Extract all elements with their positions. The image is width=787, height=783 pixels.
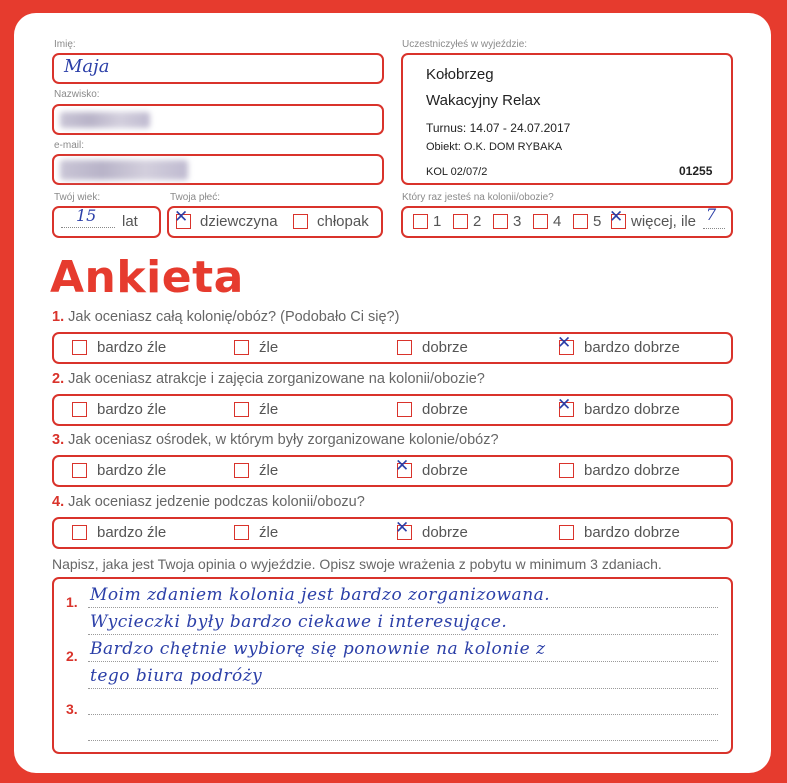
trip-obiekt: Obiekt: O.K. DOM RYBAKA xyxy=(426,141,563,153)
rating-checkbox[interactable] xyxy=(72,525,87,540)
age-dotted-line xyxy=(61,227,115,228)
rating-checkbox[interactable] xyxy=(395,518,412,540)
rating-checkbox[interactable] xyxy=(559,463,574,478)
rating-option-label: bardzo źle xyxy=(97,524,167,541)
email-redaction xyxy=(60,160,188,180)
gender-label: Twoja płeć: xyxy=(170,192,221,203)
question-1: 1. Jak oceniasz całą kolonię/obóz? (Podobało Ci się?) xyxy=(52,309,400,325)
rating-checkbox[interactable] xyxy=(72,402,87,417)
writing-line xyxy=(88,634,718,635)
rating-checkbox[interactable] xyxy=(234,402,249,417)
rating-option-label: bardzo źle xyxy=(97,401,167,418)
times-dotted-line xyxy=(703,228,725,229)
trip-code: KOL 02/07/2 xyxy=(426,166,488,178)
opinion-number-2: 2. xyxy=(66,648,78,664)
check-mark-icon: ✕ xyxy=(557,333,572,353)
opinion-prompt: Napisz, jaka jest Twoja opinia o wyjeździe. Opisz swoje wrażenia z pobytu w minimum 3 zdaniach. xyxy=(52,556,662,572)
rating-checkbox[interactable] xyxy=(557,395,574,417)
rating-checkbox[interactable] xyxy=(234,525,249,540)
age-unit: lat xyxy=(122,213,138,230)
age-value: 15 xyxy=(76,206,97,225)
surname-label: Nazwisko: xyxy=(54,89,100,100)
check-mark-icon: ✕ xyxy=(557,395,572,415)
rating-checkbox[interactable] xyxy=(559,525,574,540)
age-label: Twój wiek: xyxy=(54,192,101,203)
trip-turnus: Turnus: 14.07 - 24.07.2017 xyxy=(426,121,571,135)
writing-line xyxy=(88,607,718,608)
rating-checkbox[interactable] xyxy=(234,463,249,478)
times-option-1: 1 xyxy=(433,213,442,230)
times-checkbox-1[interactable] xyxy=(413,214,428,229)
rating-option-label: dobrze xyxy=(422,524,468,541)
question-2: 2. Jak oceniasz atrakcje i zajęcia zorganizowane na kolonii/obozie? xyxy=(52,371,485,387)
rating-checkbox[interactable] xyxy=(397,402,412,417)
opinion-line-4: tego biura podróży xyxy=(90,666,263,686)
question-3: 3. Jak oceniasz ośrodek, w którym były zorganizowane kolonie/obóz? xyxy=(52,432,499,448)
check-mark-icon: ✕ xyxy=(395,456,410,476)
question-4: 4. Jak oceniasz jedzenie podczas kolonii/obozu? xyxy=(52,494,365,510)
trip-city: Kołobrzeg xyxy=(426,66,494,83)
email-label: e-mail: xyxy=(54,140,85,151)
opinion-line-1: Moim zdaniem kolonia jest bardzo zorganizowana. xyxy=(90,585,551,605)
name-label: Imię: xyxy=(54,39,76,50)
rating-checkbox[interactable] xyxy=(557,333,574,355)
check-mark-icon: ✕ xyxy=(609,207,624,227)
rating-checkbox[interactable] xyxy=(72,463,87,478)
rating-option-label: bardzo dobrze xyxy=(584,401,680,418)
gender-checkbox-boy[interactable] xyxy=(293,214,308,229)
rating-checkbox[interactable] xyxy=(234,340,249,355)
writing-line xyxy=(88,661,718,662)
trip-program: Wakacyjny Relax xyxy=(426,92,541,109)
rating-option-label: bardzo źle xyxy=(97,462,167,479)
rating-option-label: bardzo dobrze xyxy=(584,339,680,356)
opinion-number-3: 3. xyxy=(66,701,78,717)
times-option-2: 2 xyxy=(473,213,482,230)
times-checkbox-4[interactable] xyxy=(533,214,548,229)
writing-line xyxy=(88,740,718,741)
times-checkbox-3[interactable] xyxy=(493,214,508,229)
times-checkbox-5[interactable] xyxy=(573,214,588,229)
times-value: 7 xyxy=(706,205,717,224)
rating-option-label: bardzo dobrze xyxy=(584,524,680,541)
times-checkbox-more[interactable] xyxy=(609,207,626,229)
rating-option-label: dobrze xyxy=(422,462,468,479)
name-value: Maja xyxy=(64,56,110,77)
rating-option-label: źle xyxy=(259,339,279,356)
writing-line xyxy=(88,688,718,689)
gender-option-boy: chłopak xyxy=(317,213,369,230)
gender-option-girl: dziewczyna xyxy=(200,213,278,230)
times-option-5: 5 xyxy=(593,213,602,230)
gender-checkbox-girl[interactable] xyxy=(174,207,191,229)
rating-option-label: bardzo dobrze xyxy=(584,462,680,479)
surname-redaction xyxy=(60,112,150,128)
times-option-3: 3 xyxy=(513,213,522,230)
rating-option-label: źle xyxy=(259,524,279,541)
rating-checkbox[interactable] xyxy=(72,340,87,355)
check-mark-icon: ✕ xyxy=(174,207,189,227)
times-option-more: więcej, ile xyxy=(631,213,697,230)
survey-title: Ankieta xyxy=(50,252,244,303)
rating-option-label: dobrze xyxy=(422,339,468,356)
rating-option-label: źle xyxy=(259,401,279,418)
times-option-4: 4 xyxy=(553,213,562,230)
trip-number: 01255 xyxy=(679,164,713,178)
rating-option-label: dobrze xyxy=(422,401,468,418)
age-field[interactable] xyxy=(52,206,161,238)
rating-checkbox[interactable] xyxy=(395,456,412,478)
participants-label: Uczestniczyłeś w wyjeździe: xyxy=(402,39,528,50)
rating-checkbox[interactable] xyxy=(397,340,412,355)
times-label: Który raz jesteś na kolonii/obozie? xyxy=(402,192,554,203)
opinion-number-1: 1. xyxy=(66,594,78,610)
writing-line xyxy=(88,714,718,715)
opinion-line-2: Wycieczki były bardzo ciekawe i interesujące. xyxy=(90,612,508,632)
times-checkbox-2[interactable] xyxy=(453,214,468,229)
check-mark-icon: ✕ xyxy=(395,518,410,538)
rating-option-label: źle xyxy=(259,462,279,479)
opinion-line-3: Bardzo chętnie wybiorę się ponownie na kolonie z xyxy=(90,639,546,659)
rating-option-label: bardzo źle xyxy=(97,339,167,356)
